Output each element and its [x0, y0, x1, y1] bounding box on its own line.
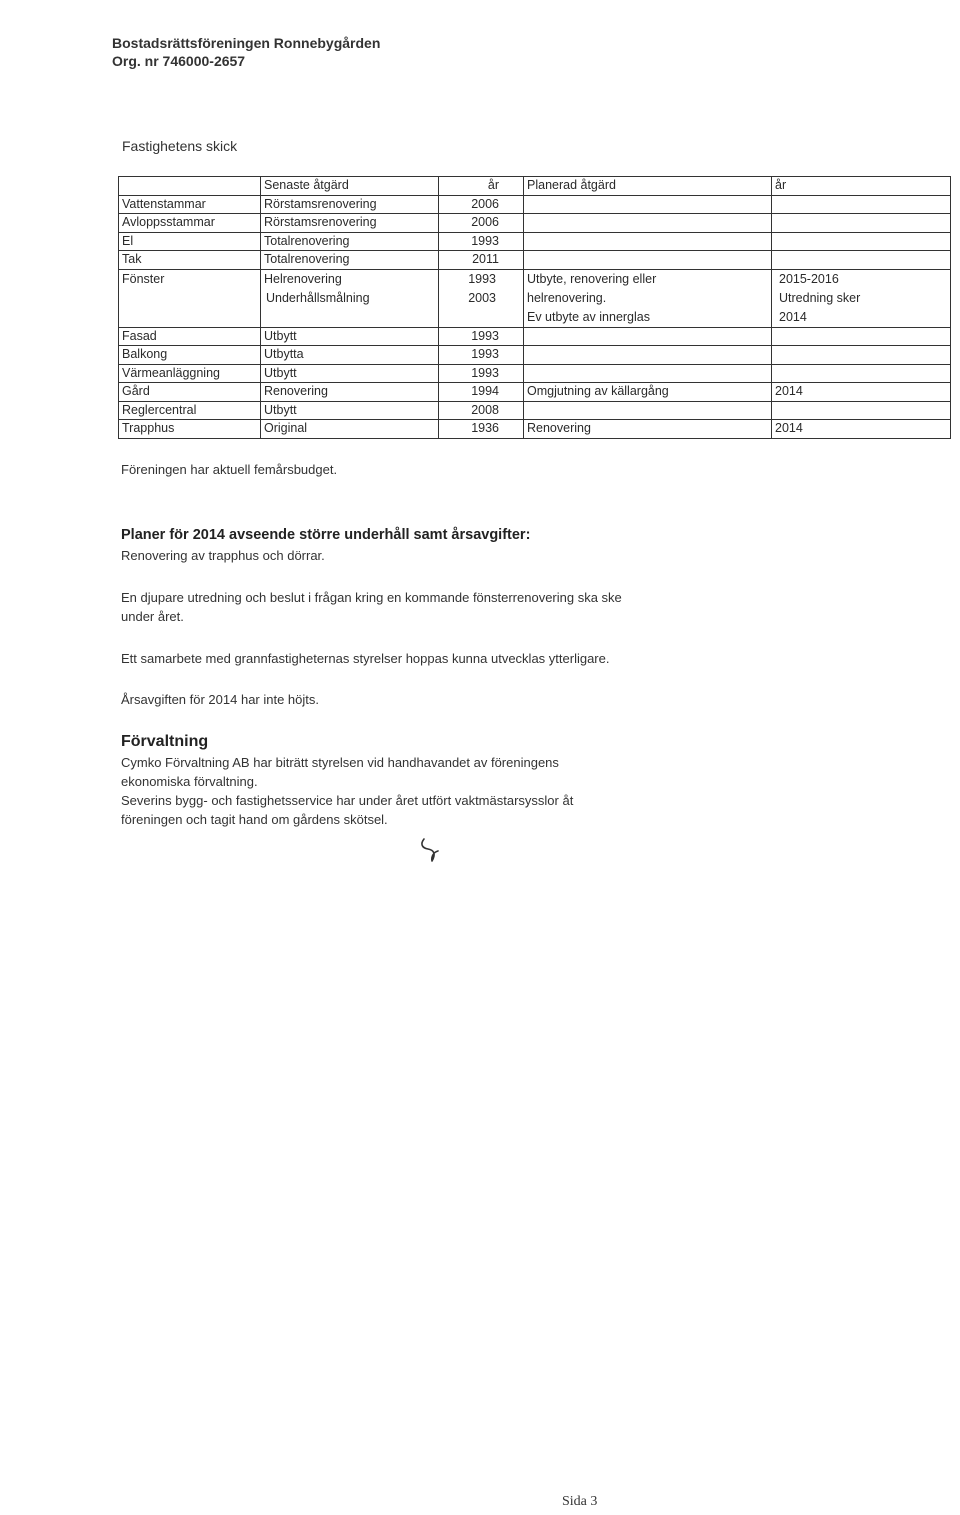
table-header-cell: år: [772, 177, 951, 196]
row-action: Utbytt: [261, 401, 439, 420]
forvaltning-paragraph-2: Severins bygg- och fastighetsservice har under året utfört vaktmästarsysslor åt föreningen och tagit hand om gårdens skötsel.: [121, 793, 574, 827]
handwritten-initial-mark: [418, 836, 444, 864]
table-row: [119, 364, 951, 383]
table-row: [119, 420, 951, 439]
row-plan-year: [772, 327, 951, 346]
org-number: Org. nr 746000-2657: [112, 53, 246, 69]
row-action: Utbytt: [261, 364, 439, 383]
row-action: Rörstamsrenovering: [261, 195, 439, 214]
table-row: [119, 383, 951, 402]
row-year: 1936: [439, 420, 524, 439]
table-header-cell: år: [439, 177, 524, 196]
row-plan-year-line: 2015-2016: [779, 271, 839, 286]
page-number: Sida 3: [562, 1494, 598, 1509]
org-name: Bostadsrättsföreningen Ronnebygården: [112, 35, 381, 51]
plans-line-1: Renovering av trapphus och dörrar.: [121, 548, 325, 563]
plans-paragraph-3: Ett samarbete med grannfastigheternas styrelser hoppas kunna utvecklas ytterligare.: [121, 651, 610, 666]
row-plan-line: Utbyte, renovering eller: [527, 271, 657, 286]
row-item: Trapphus: [119, 420, 261, 439]
row-plan-year: 2014: [772, 383, 951, 402]
forvaltning-paragraph-1: Cymko Förvaltning AB har biträtt styrelsen vid handhavandet av föreningens ekonomiska förvaltning.: [121, 755, 559, 789]
table-row-fonster: [119, 269, 951, 327]
table-header-cell: [119, 177, 261, 196]
table-row: [119, 232, 951, 251]
row-year: 2008: [439, 401, 524, 420]
budget-note: Föreningen har aktuell femårsbudget.: [121, 462, 338, 477]
row-item: Fasad: [119, 327, 261, 346]
row-action: Utbytt: [261, 327, 439, 346]
row-item: Gård: [119, 383, 261, 402]
row-plan-year: [772, 401, 951, 420]
row-year: 1993: [439, 327, 524, 346]
table-row: [119, 327, 951, 346]
row-action-line: Underhållsmålning: [266, 290, 370, 305]
table-row: [119, 346, 951, 365]
row-plan: [524, 346, 772, 365]
row-plan-year: [772, 251, 951, 270]
row-action: Totalrenovering: [261, 232, 439, 251]
row-year: 2006: [439, 195, 524, 214]
row-year: 2011: [439, 251, 524, 270]
table-row: [119, 195, 951, 214]
row-plan-year-line: 2014: [779, 309, 807, 324]
row-item: Reglercentral: [119, 401, 261, 420]
row-year: 1994: [439, 383, 524, 402]
row-plan-line: Ev utbyte av innerglas: [527, 309, 650, 324]
row-plan-year: [772, 364, 951, 383]
row-item: Tak: [119, 251, 261, 270]
row-plan: [524, 327, 772, 346]
row-plan-year: [772, 195, 951, 214]
row-plan: [524, 364, 772, 383]
plans-heading: Planer för 2014 avseende större underhåll samt årsavgifter:: [121, 527, 531, 543]
org-header: [112, 34, 380, 70]
row-item: Vattenstammar: [119, 195, 261, 214]
row-action: Totalrenovering: [261, 251, 439, 270]
row-plan: [524, 401, 772, 420]
row-year: [439, 269, 524, 327]
table-row: [119, 251, 951, 270]
row-item: Värmeanläggning: [119, 364, 261, 383]
row-plan-year: [772, 232, 951, 251]
row-year-line: 2003: [468, 290, 496, 305]
row-plan-year: [772, 214, 951, 233]
row-item: El: [119, 232, 261, 251]
table-row: [119, 401, 951, 420]
row-plan-line: helrenovering.: [527, 290, 607, 305]
table-header-cell: Planerad åtgärd: [524, 177, 772, 196]
table-row: [119, 214, 951, 233]
row-plan-year-line: Utredning sker: [779, 290, 861, 305]
row-item: Fönster: [119, 269, 261, 327]
plans-paragraph-2: En djupare utredning och beslut i frågan kring en kommande fönsterrenovering ska ske under året.: [121, 590, 622, 624]
row-action: Rörstamsrenovering: [261, 214, 439, 233]
section-title-fastighetens-skick: Fastighetens skick: [122, 138, 238, 154]
table-header-row: [119, 177, 951, 196]
row-action: Renovering: [261, 383, 439, 402]
row-year: 1993: [439, 364, 524, 383]
row-year: 1993: [439, 346, 524, 365]
row-plan: Renovering: [524, 420, 772, 439]
row-plan: [524, 195, 772, 214]
forvaltning-heading: Förvaltning: [121, 733, 209, 750]
row-year: 2006: [439, 214, 524, 233]
row-plan: [524, 232, 772, 251]
row-action-line: Helrenovering: [264, 271, 342, 286]
row-item: Balkong: [119, 346, 261, 365]
row-plan: Omgjutning av källargång: [524, 383, 772, 402]
row-plan: [524, 251, 772, 270]
row-action: Original: [261, 420, 439, 439]
row-plan: [524, 214, 772, 233]
row-plan: [524, 269, 772, 327]
row-plan-year: 2014: [772, 420, 951, 439]
table-header-cell: Senaste åtgärd: [261, 177, 439, 196]
row-action: Utbytta: [261, 346, 439, 365]
row-plan-year: [772, 346, 951, 365]
row-year-line: 1993: [468, 271, 496, 286]
row-plan-year: [772, 269, 951, 327]
row-action: [261, 269, 439, 327]
building-condition-table: [118, 176, 951, 439]
row-item: Avloppsstammar: [119, 214, 261, 233]
row-year: 1993: [439, 232, 524, 251]
plans-paragraph-4: Årsavgiften för 2014 har inte höjts.: [121, 692, 320, 707]
